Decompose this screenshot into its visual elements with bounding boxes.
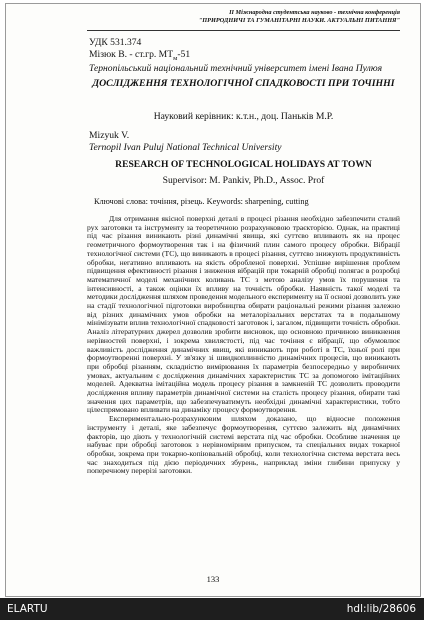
document-page bbox=[5, 3, 421, 597]
keywords: Ключові слова: точіння, різець. Keywords: sharpening, cutting bbox=[94, 197, 309, 206]
author-group-sub: м bbox=[173, 54, 178, 62]
institution-ua: Тернопільський національний технічний університет імені Івана Пулюя bbox=[89, 63, 383, 74]
author-group-suffix: -51 bbox=[177, 49, 191, 60]
author-ua bbox=[89, 49, 190, 62]
author-en: Mizyuk V. bbox=[89, 130, 130, 141]
repository-footer bbox=[0, 598, 424, 620]
body-text bbox=[87, 215, 400, 476]
supervisor-ua: Науковий керівник: к.т.н., доц. Паньків М.Р. bbox=[153, 111, 334, 122]
paper-title-ua: ДОСЛІДЖЕННЯ ТЕХНОЛОГІЧНОЇ СПАДКОВОСТІ ПРИ ТОЧІННІ bbox=[92, 78, 395, 89]
conference-header-line2: "ПРИРОДНИЧІ ТА ГУМАНІТАРНІ НАУКИ. АКТУАЛЬНІ ПИТАННЯ" bbox=[198, 17, 400, 24]
handle-link[interactable]: hdl:lib/28606 bbox=[346, 603, 416, 615]
paper-title-en: RESEARCH OF TECHNOLOGICAL HOLIDAYS AT TOWN bbox=[115, 159, 372, 170]
conference-header bbox=[170, 9, 400, 25]
author-name: Мізюк В. - ст.гр. МТ bbox=[89, 49, 174, 60]
supervisor-en: Supervisor: M. Pankiv, Ph.D., Assoc. Prof bbox=[162, 175, 325, 186]
udk-code: УДК 531.374 bbox=[89, 37, 142, 48]
paragraph: Для отримання якісної поверхні деталі в процесі різання необхідно забезпечити сталий рух заготовки та інструменту за теоретичною розрахунковою траєкторією. Однак, на практиці під час різання виникають різні динамічні явища, які суттєво впливають як на процес геометричного формоутворення так і на фізичний плин самого процесу обробки. Вібрації технологічної системи (ТС), що виникають в процесі різання, суттєво знижують продуктивність обробки, негативно впливають на якість обробленої поверхні. Успішне вирішення проблем підвищення ефективності різання і зниження вібрацій при токарній обробці полягає в розробці математичної моделі механічних коливань ТС з метою аналізу умов їх порушення та інтенсивності, а також оцінки їх впливу на точність обробки. Наявність такої моделі та методики дослідження шляхом проведення модельного експерименту на її основі дозволить уже на стадії технологічної підготовки виробництва обирати раціональні режими різання залежно від різних динамічних умов обробки на металорізальних верстатах та в подальшому мінімізувати вплив технологічної спадковості заготовок і, загалом, підвищити точність обробки. Аналіз літературних джерел дозволив зробити висновок, що основною причиною виникнення нерівностей поверхні, і зокрема хвилястості, під час точіння є вібрації, що обумовлює важливість дослідження динамічних явищ, які виникають при роботі в ТС, їхньої ролі при формоутворенні поверхні. У зв'язку зі швидкоплинністю динамічних процесів, що виникають при обробці різанням, складністю вимірювання їх параметрів безпосередньо у виробничих умовах, актуальним є дослідження динамічних характеристик ТС за допомогою імітаційних моделей. Адекватна імітаційна модель процесу різання в замкненій ТС дозволить проводити дослідження впливу параметрів динамічної системи на сталість процесу різання, обирати такі значення цих параметрів, що забезпечуватимуть необхідні динамічні характеристики, тобто цілеспрямовано впливати на динаміку процесу формоутворення. bbox=[87, 214, 400, 415]
repository-name: ELARTU bbox=[7, 603, 48, 615]
conference-header-line1: ІІ Міжнародна студентська науково - технічна конференція bbox=[229, 9, 400, 16]
header-rule bbox=[87, 30, 400, 31]
page-number: 133 bbox=[206, 574, 220, 584]
paragraph: Експериментально-розрахунковим шляхом доказано, що відносне положення інструменту і деталі, яке забезпечує формоутворення, суттєво залежить від динамічних факторів, що діють у технологічній системі верстата під час обробки. Особливе значення це набуває при обробці заготовок з нерівномірним припуском, та спеціальних видах токарної обробки, зокрема при токарно-копіювальній обробці, коли технологічна система верстата весь час знаходиться під дією періодичних збурень, наприклад зміни глибини припуску у поперечному перерізі заготовки. bbox=[87, 414, 400, 476]
institution-en: Ternopil Ivan Puluj National Technical University bbox=[89, 142, 282, 153]
